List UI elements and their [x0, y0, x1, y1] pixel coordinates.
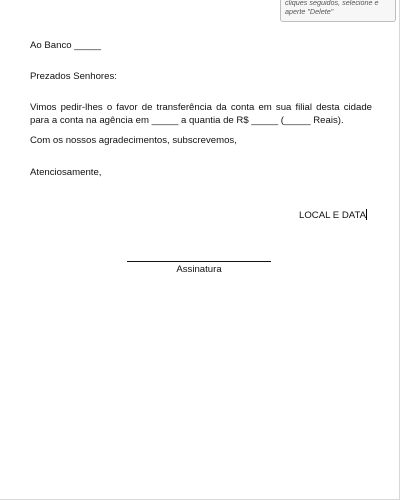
instruction-note-line-1: cliques seguidos, selecione e [285, 0, 379, 7]
body-paragraph[interactable] [30, 102, 372, 127]
place-date-line[interactable] [299, 209, 367, 222]
place-date-text: LOCAL E DATA [299, 210, 366, 221]
salutation-line[interactable]: Prezados Senhores: [30, 71, 117, 82]
closing-line[interactable]: Atenciosamente, [30, 167, 102, 178]
body-line-2: para a conta na agência em _____ a quantia de R$ _____ (_____ Reais). [30, 114, 344, 126]
signature-line [127, 261, 271, 262]
addressee-line[interactable]: Ao Banco _____ [30, 40, 101, 51]
body-line-1: Vimos pedir-lhes o favor de transferência da conta em sua filial desta cidade [30, 102, 372, 113]
text-cursor [366, 209, 367, 220]
instruction-note [280, 0, 396, 22]
instruction-note-line-2: aperte "Delete" [285, 6, 334, 16]
signature-label: Assinatura [176, 264, 222, 275]
thanks-line[interactable]: Com os nossos agradecimentos, subscrevemos, [30, 135, 237, 146]
